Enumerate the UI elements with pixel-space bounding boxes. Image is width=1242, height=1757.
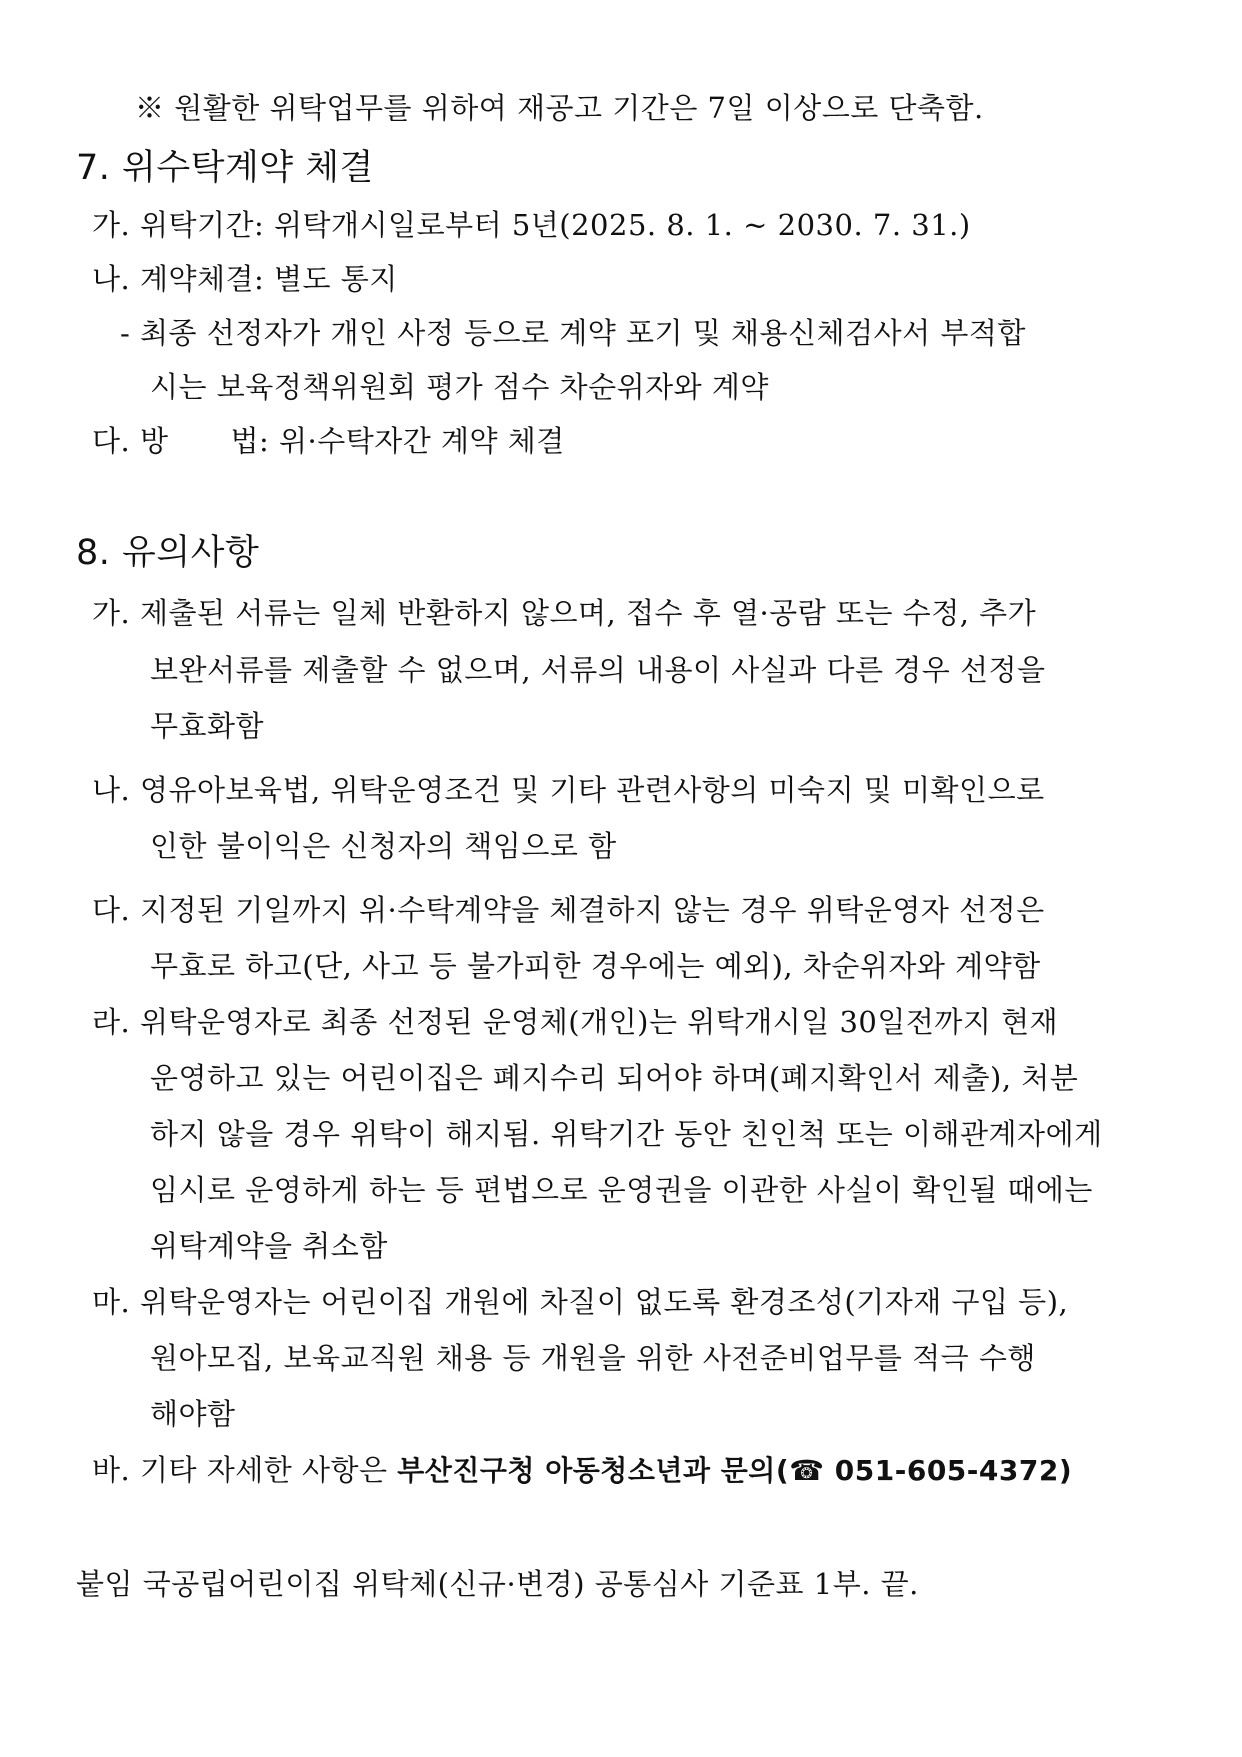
section-8-item-ra-3: 하지 않을 경우 위탁이 해지됨. 위탁기간 동안 친인척 또는 이해관계자에게 bbox=[150, 1117, 1103, 1151]
section-7-item-da-suffix: 법: 위·수탁자간 계약 체결 bbox=[230, 424, 565, 458]
section-8-item-ra-4: 임시로 운영하게 하는 등 편법으로 운영권을 이관한 사실이 확인될 때에는 bbox=[150, 1173, 1093, 1207]
section-8-item-na-2: 인한 불이익은 신청자의 책임으로 함 bbox=[150, 829, 617, 863]
section-8-item-da-2: 무효로 하고(단, 사고 등 불가피한 경우에는 예외), 차순위자와 계약함 bbox=[150, 949, 1041, 983]
attachment-line: 붙임 국공립어린이집 위탁체(신규·변경) 공통심사 기준표 1부. 끝. bbox=[76, 1567, 919, 1601]
section-7-item-ga: 가. 위탁기간: 위탁개시일로부터 5년(2025. 8. 1. ~ 2030. 7. 31.) bbox=[92, 208, 971, 242]
section-8-item-ba-prefix: 바. 기타 자세한 사항은 bbox=[92, 1453, 398, 1487]
note-line: ※ 원활한 위탁업무를 위하여 재공고 기간은 7일 이상으로 단축함. bbox=[135, 91, 984, 125]
section-8-item-na-1: 나. 영유아보육법, 위탁운영조건 및 기타 관련사항의 미숙지 및 미확인으로 bbox=[92, 773, 1045, 807]
section-8-item-ga-3: 무효화함 bbox=[150, 709, 265, 743]
section-7-item-na-sub-1: - 최종 선정자가 개인 사정 등으로 계약 포기 및 채용신체검사서 부적합 bbox=[120, 316, 1026, 350]
section-7-item-da-prefix: 다. 방 bbox=[92, 424, 169, 458]
section-8-item-ga-1: 가. 제출된 서류는 일체 반환하지 않으며, 접수 후 열·공람 또는 수정, 추가 bbox=[92, 596, 1037, 630]
section-7-heading: 7. 위수탁계약 체결 bbox=[76, 148, 374, 188]
section-7-item-na-sub-2: 시는 보육정책위원회 평가 점수 차순위자와 계약 bbox=[150, 370, 769, 404]
section-8-item-ma-3: 해야함 bbox=[150, 1397, 236, 1431]
section-7-item-da bbox=[92, 421, 565, 461]
section-8-item-ra-5: 위탁계약을 취소함 bbox=[150, 1229, 388, 1263]
section-8-item-ma-1: 마. 위탁운영자는 어린이집 개원에 차질이 없도록 환경조성(기자재 구입 등), bbox=[92, 1285, 1069, 1319]
section-8-item-ra-2: 운영하고 있는 어린이집은 폐지수리 되어야 하며(폐지확인서 제출), 처분 bbox=[150, 1061, 1079, 1095]
section-8-item-ra-1: 라. 위탁운영자로 최종 선정된 운영체(개인)는 위탁개시일 30일전까지 현재 bbox=[92, 1005, 1059, 1039]
section-8-heading: 8. 유의사항 bbox=[76, 533, 260, 573]
section-7-item-na: 나. 계약체결: 별도 통지 bbox=[92, 262, 398, 296]
section-8-item-ba bbox=[92, 1450, 1072, 1490]
section-8-item-ga-2: 보완서류를 제출할 수 없으며, 서류의 내용이 사실과 다른 경우 선정을 bbox=[150, 653, 1046, 687]
section-8-item-ma-2: 원아모집, 보육교직원 채용 등 개원을 위한 사전준비업무를 적극 수행 bbox=[150, 1341, 1036, 1375]
contact-info: 부산진구청 아동청소년과 문의(☎ 051-605-4372) bbox=[397, 1454, 1073, 1487]
section-8-item-da-1: 다. 지정된 기일까지 위·수탁계약을 체결하지 않는 경우 위탁운영자 선정은 bbox=[92, 893, 1045, 927]
